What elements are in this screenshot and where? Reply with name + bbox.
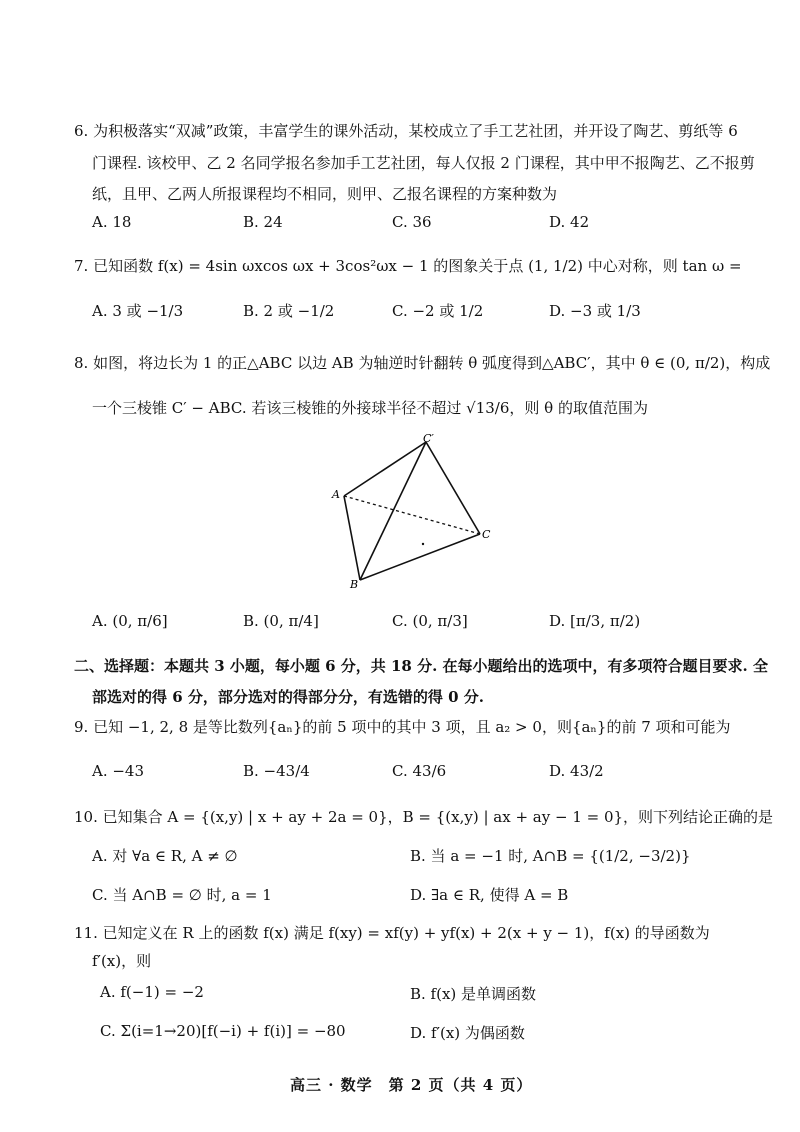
q6-option-d: D. 42 [549,213,590,231]
q8-option-b: B. (0, π/4] [243,612,319,630]
q10-option-d: D. ∃a ∈ R, 使得 A = B [410,886,569,904]
q6-option-c: C. 36 [392,213,432,231]
q7-option-c: C. −2 或 1/2 [392,302,484,320]
center-dot [422,543,424,545]
q11-line-2: f′(x)，则 [92,952,152,970]
q7-option-b: B. 2 或 −1/2 [243,302,335,320]
q11-line-1: 11. 已知定义在 R 上的函数 f(x) 满足 f(xy) = xf(y) + yf(x) + 2(x + y − 1)，f(x) 的导函数为 [74,924,710,942]
edge-cprime-c [426,442,480,534]
q6-line-2: 门课程. 该校甲、乙 2 名同学报名参加手工艺社团，每人仅报 2 门课程，其中甲不报陶艺、乙不报剪 [92,154,755,172]
q9-option-c: C. 43/6 [392,762,447,780]
q10-stem: 10. 已知集合 A = {(x,y) | x + ay + 2a = 0}，B = {(x,y) | ax + ay − 1 = 0}，则下列结论正确的是 [74,808,774,826]
q10-option-a: A. 对 ∀a ∈ R, A ≠ ∅ [92,847,238,865]
edge-a-c-hidden [344,496,480,534]
q6-option-b: B. 24 [243,213,283,231]
q7-stem: 7. 已知函数 f(x) = 4sin ωxcos ωx + 3cos²ωx − 1 的图象关于点 (1, 1/2) 中心对称，则 tan ω = [74,257,742,275]
q7-option-d: D. −3 或 1/3 [549,302,641,320]
q7-option-a: A. 3 或 −1/3 [92,302,184,320]
q11-option-d: D. f′(x) 为偶函数 [410,1024,525,1042]
q11-option-c: C. Σ(i=1→20)[f(−i) + f(i)] = −80 [100,1022,346,1040]
q9-stem: 9. 已知 −1, 2, 8 是等比数列{aₙ}的前 5 项中的其中 3 项，且 a₂ > 0，则{aₙ}的前 7 项和可能为 [74,718,731,736]
q8-line-1: 8. 如图，将边长为 1 的正△ABC 以边 AB 为轴逆时针翻转 θ 弧度得到△ABC′，其中 θ ∈ (0, π/2)，构成 [74,354,771,372]
label-c: C [482,528,491,541]
section2-heading-line-2: 部选对的得 6 分，部分选对的得部分分，有选错的得 0 分. [92,688,484,706]
q6-option-a: A. 18 [92,213,132,231]
q9-option-d: D. 43/2 [549,762,604,780]
section2-heading-line-1: 二、选择题：本题共 3 小题，每小题 6 分，共 18 分. 在每小题给出的选项中，有多项符合题目要求. 全 [74,657,768,675]
edge-a-b [344,496,360,580]
q9-option-a: A. −43 [92,762,145,780]
page-footer: 高三 · 数学 第 2 页（共 4 页） [290,1076,533,1094]
pyramid-figure [330,430,500,590]
q9-option-b: B. −43/4 [243,762,310,780]
q8-option-a: A. (0, π/6] [92,612,168,630]
q10-option-c: C. 当 A∩B = ∅ 时, a = 1 [92,886,272,904]
label-a: A [332,488,340,501]
q11-option-a: A. f(−1) = −2 [100,983,204,1001]
q8-option-d: D. [π/3, π/2) [549,612,641,630]
q6-line-3: 纸，且甲、乙两人所报课程均不相同，则甲、乙报名课程的方案种数为 [92,185,558,203]
label-b: B [350,578,359,590]
q8-option-c: C. (0, π/3] [392,612,468,630]
q6-line-1: 6. 为积极落实“双减”政策，丰富学生的课外活动，某校成立了手工艺社团，并开设了陶艺、剪纸等 6 [74,122,738,140]
label-cprime: C′ [423,432,434,445]
q8-line-2: 一个三棱锥 C′ − ABC. 若该三棱锥的外接球半径不超过 √13/6，则 θ 的取值范围为 [92,399,648,417]
q11-option-b: B. f(x) 是单调函数 [410,985,537,1003]
q10-option-b: B. 当 a = −1 时, A∩B = {(1/2, −3/2)} [410,847,691,865]
